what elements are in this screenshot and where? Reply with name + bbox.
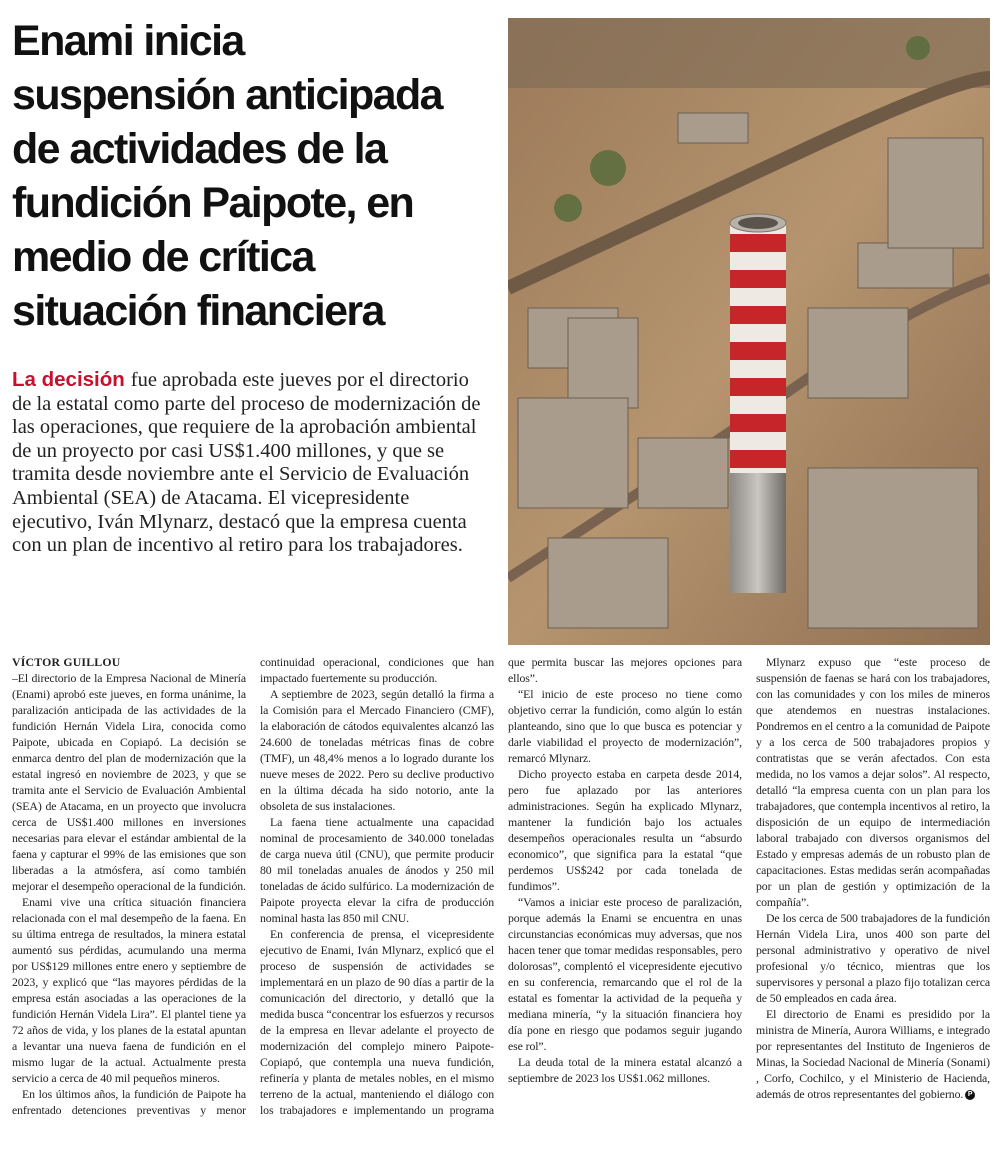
article-paragraph: En conferencia de prensa, el vicepresidente ejecutivo de Enami, Iván Mlynarz, explicó que el proceso de suspensión de actividades se implementará en un plazo de 90 días a partir de la comunicación del directorio, y detalló que la medida busca “concentrar los esfuerzos y recursos de la empresa en llevar adelante el proyecto de modernización del complejo minero Paipote-Copiapó, que contempla una nueva fundición, refinería y planta de metales nobles, en el mismo terreno de la actual, manteniendo el diálogo con los trabajadores e implementando un programa que permita buscar las mejores opciones para ellos”. [260, 655, 742, 1117]
article-paragraph: En los últimos años, la fundición de Paipote ha enfrentado detenciones preventivas y menor continuidad operacional, condiciones que han impactado fuertemente su producción. [12, 655, 494, 1117]
article-paragraph: “El inicio de este proceso no tiene como objetivo cerrar la fundición, como algún lo están planteando, sino que lo que busca es potenciar y darle viabilidad el proyecto de modernización”, remarcó Mlynarz. [508, 687, 742, 765]
headline-line: de actividades de la [12, 125, 387, 173]
deck-text: fue aprobada este jueves por el directorio de la estatal como parte del proceso de modernización de las operaciones, que requiere de la aprobación ambiental de un proyecto por casi US$1.400 millones, y que se tramita desde noviembre ante el Servicio de Evaluación Ambiental (SEA) de Atacama. El vicepresidente ejecutivo, Iván Mlynarz, destacó que la empresa cuenta con un plan de incentivo al retiro para los trabajadores. [12, 369, 481, 557]
article-paragraph: De los cerca de 500 trabajadores de la fundición Hernán Videla Lira, unos 400 son parte del personal administrativo y operativo de nivel profesional y/o técnico, mientras que los supervisores y personal a plazo fijo totalizan cerca de 50 empleados en cada área. [756, 911, 990, 1005]
article-body [12, 654, 990, 1118]
article-paragraph: La faena tiene actualmente una capacidad nominal de procesamiento de 340.000 toneladas de carga nueva útil (CNU), que permite producir 80 mil toneladas anuales de ánodos y 250 mil toneladas de ácido sulfúrico. La modernización de Paipote proyecta elevar la cifra de producción nominal hasta las 850 mil CNU. [260, 815, 494, 925]
photo-image [508, 18, 990, 645]
headline-line: fundición Paipote, en [12, 179, 414, 227]
article-columns-1-3 [12, 654, 742, 1118]
article-paragraph: Enami vive una crítica situación financiera relacionada con el mal desempeño de la faena. En su última entrega de resultados, la minera estatal aumentó sus pérdidas, acumulando una merma por US$129 millones entre enero y septiembre de 2023, y explicó que “las mayores pérdidas de la empresa están asociadas a las operaciones de la fundición Hernán Videla Lira”. El plantel tiene ya 72 años de vida, y los planes de la estatal apuntan a levantar una nueva faena de fundición en el mismo lugar de la actual. Actualmente presta servicio a cerca de 40 mil pequeños mineros. [12, 895, 246, 1085]
byline: VÍCTOR GUILLOU [12, 655, 121, 669]
article-paragraph: La deuda total de la minera estatal alcanzó a septiembre de 2023 los US$1.062 millones. [508, 1055, 742, 1085]
article-paragraph: Dicho proyecto estaba en carpeta desde 2014, pero fue aplazado por las anteriores administraciones. Según ha explicado Mlynarz, mantener la fundición bajo los actuales desempeños operacionales resulta un “absurdo economico”, que significa para la estatal “que perdemos US$242 por cada tonelada de fundimos”. [508, 767, 742, 893]
article-column-4 [756, 654, 990, 1118]
article-paragraph-text: El directorio de Enami es presidido por la ministra de Minería, Aurora Williams, e integrado por representantes del Instituto de Ingenieros de Minas, la Sociedad Nacional de Minería (Sonami) , Corfo, Cochilco, y el Ministerio de Hacienda, además de otros representantes del gobierno. [756, 1007, 990, 1101]
end-mark-icon: P [965, 1090, 975, 1100]
headline-line: Enami inicia [12, 17, 244, 65]
article-paragraph: “Vamos a iniciar este proceso de paralización, porque además la Enami se encuentra en unas circunstancias económicas muy adversas, que nos hacen tener que tomar medidas responsables, pero dolorosas”, complentó el vicepresidente ejecutivo en su conferencia, remarcando que el rol de la estatal es fomentar la actividad de la pequeña y mediana minería, “y la situación financiera hoy día pone en riesgo que podamos seguir jugando ese rol”. [508, 895, 742, 1053]
article-paragraph: Mlynarz expuso que “este proceso de suspensión de faenas se hará con los trabajadores, con las comunidades y con los miles de mineros que atendemos en nuestras instalaciones. Pondremos en el centro a la comunidad de Paipote y a los cerca de 500 trabajadores propios y contratistas que se verán afectados. Con esta medida, no los vamos a dejar solos”. Al respecto, detalló “la empresa cuenta con un plan para los trabajadores, que contempla incentivos al retiro, la disposición de un equipo de intermediación laboral trabajado con diversos organismos del Estado y empresas además de un robusto plan de capacitaciones. Estas medidas serán acompañadas por un plan de gestión y optimización de la compañía”. [756, 655, 990, 909]
article-deck [12, 368, 492, 558]
headline-line: medio de crítica [12, 233, 314, 281]
headline [12, 14, 502, 338]
article-paragraph: –El directorio de la Empresa Nacional de Minería (Enami) aprobó este jueves, en forma unánime, la paralización anticipada de las actividades de la fundición Hernán Videla Lira, conocida como Paipote, ubicada en Copiapó. La decisión se enmarca dentro del plan de modernización que la estatal ingresó en noviembre de 2023, y que se tramita ante el Servicio de Evaluación Ambiental (SEA) de Atacama, en un proyecto que involucra cerca de US$1.400 millones en inversiones necesarias para elevar el estándar ambiental de la faena y capturar el 99% de las emisiones que son liberadas a la atmósfera, así como también mejorar el desempeño operacional de la fundición. [12, 671, 246, 893]
article-paragraph: A septiembre de 2023, según detalló la firma a la Comisión para el Mercado Financiero (CMF), la elaboración de cátodos equivalentes alcanzó las 24.600 de toneladas métricas finas de cobre (TMF), un 48,4% menos a lo logrado durante los nueve meses de 2022. Pero su declive productivo en la última década ha sido notorio, ante la obsoleta de sus instalaciones. [260, 687, 494, 813]
deck-kicker: La decisión [12, 368, 125, 391]
article-last-paragraph [756, 1006, 990, 1102]
smelter-chimney-aerial-photo [508, 18, 990, 645]
headline-line: situación financiera [12, 287, 384, 335]
headline-line: suspensión anticipada [12, 71, 442, 119]
